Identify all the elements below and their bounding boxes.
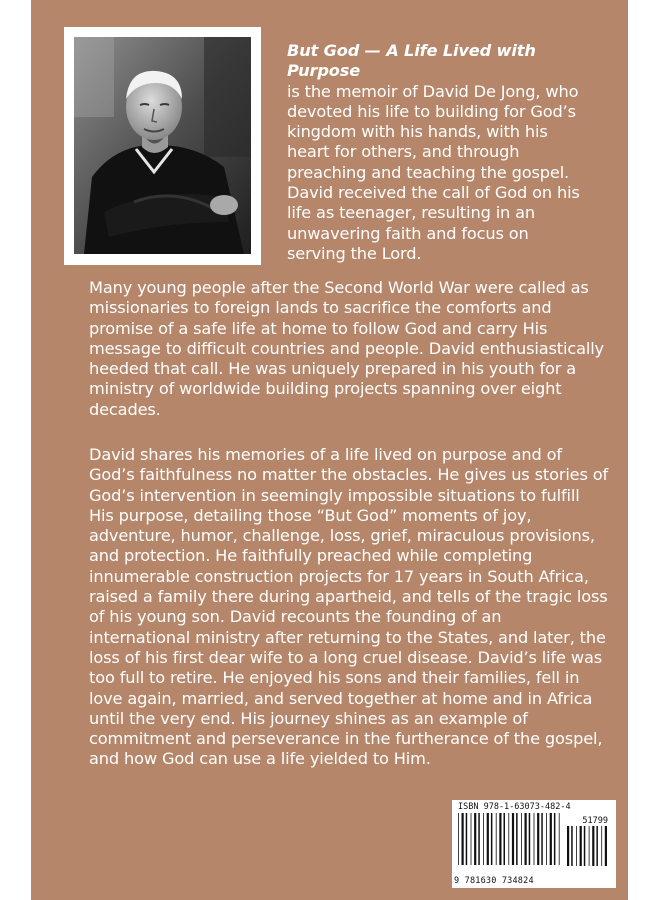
body-paragraph-2 xyxy=(89,278,609,420)
barcode-bar xyxy=(508,813,509,865)
barcode-bar xyxy=(589,826,590,866)
intro-paragraph xyxy=(287,41,607,264)
paragraph-line: missionaries to foreign lands to sacrifice the comforts and xyxy=(89,298,552,318)
barcode-bar xyxy=(471,813,472,865)
intro-line: preaching and teaching the gospel. xyxy=(287,162,570,182)
intro-line: heart for others, and through xyxy=(287,142,520,162)
intro-line: serving the Lord. xyxy=(287,243,422,263)
intro-line: unwavering faith and focus on xyxy=(287,223,529,243)
paragraph-line: loss of his first dear wife to a long cruel disease. David’s life was xyxy=(89,647,603,667)
barcode-bar xyxy=(596,826,598,866)
paragraph-line: too full to retire. He enjoyed his sons and their families, fell in xyxy=(89,668,580,688)
intro-line: is the memoir of David De Jong, who xyxy=(287,81,579,101)
paragraph-line: heeded that call. He was uniquely prepared in his youth for a xyxy=(89,359,577,379)
barcode-bar xyxy=(474,813,476,865)
paragraph-line: Many young people after the Second World War were called as xyxy=(89,278,589,297)
intro-line: life as teenager, resulting in an xyxy=(287,203,536,223)
barcode-bar xyxy=(499,813,501,865)
barcode-bar xyxy=(541,813,543,865)
isbn-barcode xyxy=(452,800,616,888)
addon-barcode-bars xyxy=(567,826,609,875)
paragraph-line: international ministry after returning to the States, and later, the xyxy=(89,627,606,647)
barcode-bar xyxy=(537,813,539,865)
barcode-bar xyxy=(559,813,560,865)
paragraph-line: and protection. He faithfully preached while completing xyxy=(89,546,533,566)
barcode-bar xyxy=(546,813,547,865)
barcode-bar xyxy=(567,826,569,866)
price-code: 51799 xyxy=(582,816,608,826)
paragraph-line: raised a family there during apartheid, and tells of the tragic loss xyxy=(89,587,608,607)
paragraph-line: God’s faithfulness no matter the obstacles. He gives us stories of xyxy=(89,465,609,485)
paragraph-line: David shares his memories of a life lived on purpose and of xyxy=(89,445,562,464)
barcode-bar xyxy=(554,813,556,865)
barcode-bar xyxy=(576,826,577,866)
author-photo xyxy=(74,37,251,254)
barcode-bar xyxy=(525,813,527,865)
paragraph-line: commitment and perseverance in the furtherance of the gospel, xyxy=(89,729,603,749)
barcode-bar xyxy=(529,813,531,865)
book-title: But God — A Life Lived with Purpose xyxy=(287,41,536,81)
barcode-bar xyxy=(483,813,484,865)
paragraph-line: of his young son. David recounts the founding of an xyxy=(89,607,502,627)
barcode-digits: 9 781630 734824 xyxy=(454,876,534,886)
barcode-bar xyxy=(605,826,607,866)
barcode-bar xyxy=(571,826,573,866)
paragraph-line: until the very end. His journey shines as an example of xyxy=(89,708,528,728)
intro-line: kingdom with his hands, with his xyxy=(287,122,548,142)
paragraph-line: God’s intervention in seemingly impossible situations to fulfill xyxy=(89,485,580,505)
barcode-bar xyxy=(491,813,493,865)
intro-line: David received the call of God on his xyxy=(287,183,580,203)
paragraph-line: decades. xyxy=(89,399,161,419)
barcode-bar xyxy=(592,826,594,866)
paragraph-line: adventure, humor, challenge, loss, grief, miraculous provisions, xyxy=(89,526,595,546)
paragraph-line: promise of a safe life at home to follow God and carry His xyxy=(89,318,548,338)
paragraph-line: ministry of worldwide building projects spanning over eight xyxy=(89,379,562,399)
intro-line: devoted his life to building for God’s xyxy=(287,101,576,121)
barcode-bar xyxy=(580,826,582,866)
body-paragraph-3 xyxy=(89,445,609,770)
barcode-bar xyxy=(534,813,535,865)
paragraph-line: and how God can use a life yielded to Him. xyxy=(89,749,431,769)
barcode-bar xyxy=(462,813,464,865)
barcode-bar xyxy=(601,826,602,866)
paragraph-line: innumerable construction projects for 17 years in South Africa, xyxy=(89,566,589,586)
paragraph-line: love again, married, and served together at home and in Africa xyxy=(89,688,593,708)
barcode-bars xyxy=(458,813,561,875)
barcode-bar xyxy=(521,813,522,865)
isbn-label: ISBN 978-1-63073-482-4 xyxy=(458,802,571,812)
barcode-bar xyxy=(496,813,497,865)
barcode-bar xyxy=(512,813,514,865)
paragraph-line: His purpose, detailing those “But God” moments of joy, xyxy=(89,505,532,525)
paragraph-line: message to difficult countries and people. David enthusiastically xyxy=(89,338,604,358)
barcode-bar xyxy=(516,813,518,865)
barcode-bar xyxy=(487,813,489,865)
author-photo-frame xyxy=(64,27,261,265)
barcode-bar xyxy=(458,813,459,865)
barcode-bar xyxy=(466,813,468,865)
barcode-bar xyxy=(504,813,506,865)
barcode-bar xyxy=(478,813,480,865)
barcode-bar xyxy=(584,826,586,866)
barcode-bar xyxy=(550,813,552,865)
